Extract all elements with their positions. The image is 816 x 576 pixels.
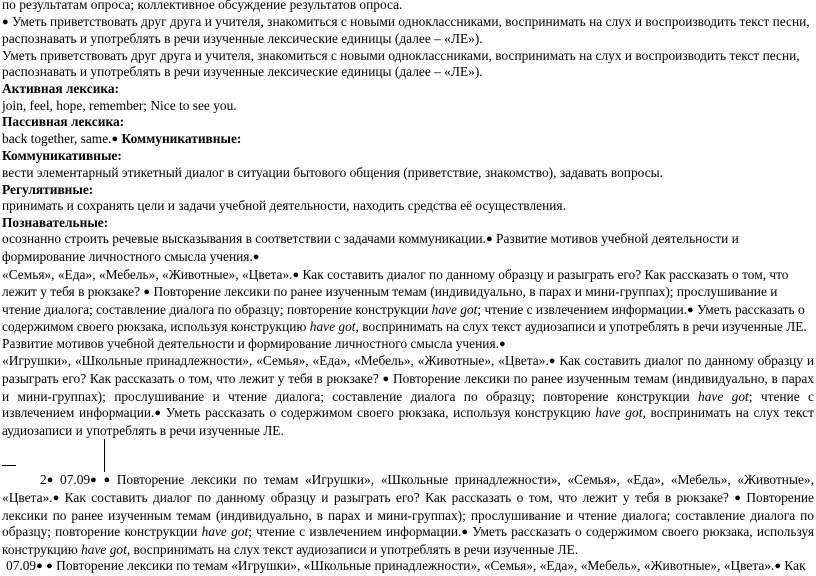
- bullet-icon: ●: [548, 355, 556, 368]
- bullet-icon: ●: [46, 474, 54, 487]
- block2-activities-post: ; чтение с извлечением информации.: [2, 388, 814, 421]
- document-body: [2, 0, 814, 576]
- bullet-icon: ●: [2, 15, 9, 28]
- row2-topics: Повторение лексики по темам «Игрушки», «Школьные принадлежности», «Семья», «Еда», «Мебель», «Животные», «Цвета».: [2, 472, 814, 506]
- table-cell-border: [104, 439, 105, 472]
- content-block-2: [2, 353, 814, 439]
- bullet-icon: ●: [103, 474, 111, 487]
- bullet-icon: ●: [382, 373, 390, 386]
- bullet-icon: ●: [686, 303, 694, 316]
- block1-topics: «Семья», «Еда», «Мебель», «Животные», «Цвета».: [2, 266, 293, 282]
- block1-motive: Развитие мотивов учебной деятельности и формирование личностного смысла учения.: [2, 335, 499, 351]
- lesson-row-2: [2, 472, 814, 558]
- block2-questions: Как составить диалог по данному образцу и разыграть его? Как рассказать о том, что лежит у тебя в рюкзаке?: [2, 353, 815, 387]
- bullet-icon: ●: [498, 337, 506, 350]
- passive-vocab-heading: Пассивная лексика:: [2, 114, 125, 130]
- active-vocab-heading: Активная лексика:: [2, 80, 120, 96]
- bullet-icon: ●: [111, 132, 119, 145]
- block2-goal-post: , воспринимать на слух текст аудиозаписи и употреблять в речи изученные ЛЕ.: [2, 405, 814, 438]
- text-line-top: по результатам опроса; коллективное обсуждение результатов опроса.: [2, 0, 403, 12]
- lesson-goal-bulleted: [2, 14, 814, 48]
- block2-construct: have got: [698, 388, 749, 404]
- communicative-text: вести элементарный этикетный диалог в ситуации бытового общения (приветствие, знакомство), задавать вопросы.: [2, 164, 663, 180]
- block1-goal: Уметь рассказать о содержимом своего рюкзака, используя конструкцию: [2, 301, 805, 335]
- row3-date: 07.09: [6, 558, 37, 574]
- passive-vocab-line: [2, 131, 814, 149]
- bullet-icon: ●: [461, 526, 468, 539]
- row2-activities: Повторение лексики по ранее изученным темам (индивидуально, в парах и мини-группах); прослушивание и чтение диалога; составление диалога по образцу; повторение конструкции: [2, 490, 814, 540]
- bullet-icon: ●: [774, 560, 782, 573]
- lesson-date: 07.09: [60, 472, 91, 488]
- active-vocab: join, feel, hope, remember; Nice to see you.: [2, 97, 237, 113]
- block1-questions: Как составить диалог по данному образцу и разыграть его? Как рассказать о том, что лежит у тебя в рюкзаке?: [2, 266, 789, 300]
- bullet-icon: ●: [143, 286, 151, 299]
- lesson-goal-plain: Уметь приветствовать друг друга и учителя, знакомиться с новыми одноклассниками, воспринимать на слух и воспроизводить текст песни, распознавать и употреблять в речи изученные лексические единицы (далее – «ЛЕ»).: [2, 47, 800, 80]
- content-block-1: [2, 267, 814, 354]
- row3-tail: Как: [784, 558, 806, 574]
- bullet-icon: ●: [52, 492, 60, 505]
- bullet-icon: ●: [292, 268, 300, 281]
- block1-activities: Повторение лексики по ранее изученным темам (индивидуально, в парах и мини-группах); прослушивание и чтение диалога; составление диалога по образцу; повторение конструкции: [2, 284, 778, 317]
- lesson-number: 2: [40, 472, 47, 488]
- block2-goal: Уметь рассказать о содержимом своего рюкзака, используя конструкцию: [165, 405, 591, 421]
- block1-activities-post: ; чтение с извлечением информации.: [477, 301, 687, 317]
- block2-topics: «Игрушки», «Школьные принадлежности», «Семья», «Еда», «Мебель», «Животные», «Цвета».: [2, 353, 549, 369]
- cognitive-text-1: осознанно строить речевые высказывания в соответствии с задачами коммуникации.: [2, 231, 487, 247]
- regulative-heading: Регулятивные:: [2, 181, 94, 197]
- table-rule: [2, 465, 16, 466]
- bullet-icon: ●: [252, 250, 260, 263]
- row2-activities-post: ; чтение с извлечением информации.: [248, 524, 462, 540]
- cognitive-text-2: Развитие мотивов учебной деятельности и формирование личностного смысла учения.: [2, 231, 739, 264]
- cognitive-text: [2, 231, 814, 266]
- bullet-icon: ●: [90, 474, 97, 487]
- row2-construct: have got: [201, 524, 249, 540]
- communicative-heading: Коммуникативные:: [2, 148, 122, 164]
- block1-goal-post: , воспринимать на слух текст аудиозаписи и употреблять в речи изученные ЛЕ.: [355, 319, 807, 335]
- row2-goal: Уметь рассказать о содержимом своего рюкзака, используя конструкцию: [2, 524, 814, 557]
- block2-construct-2: have got: [595, 405, 643, 421]
- bullet-icon: ●: [486, 233, 493, 246]
- block2-activities: Повторение лексики по ранее изученным темам (индивидуально, в парах и мини-группах); прослушивание и чтение диалога; составление диалога по образцу; повторение конструкции: [2, 371, 814, 404]
- row2-construct-2: have got: [81, 541, 127, 557]
- lesson-row-3: [2, 558, 814, 576]
- block1-construct-2: have got: [309, 319, 356, 335]
- lesson-goal-text: Уметь приветствовать друг друга и учителя, знакомиться с новыми одноклассниками, воспринимать на слух и воспроизводить текст песни, распознавать и употреблять в речи изученные лексические единицы (далее – «ЛЕ»).: [2, 13, 810, 47]
- communicative-inline-heading: Коммуникативные:: [121, 130, 242, 146]
- bullet-icon: ●: [36, 560, 43, 573]
- row2-goal-post: , воспринимать на слух текст аудиозаписи и употреблять в речи изученные ЛЕ.: [126, 541, 579, 557]
- bullet-icon: ●: [154, 407, 162, 420]
- passive-vocab: back together, same.: [2, 130, 112, 146]
- bullet-icon: ●: [734, 492, 741, 505]
- regulative-text: принимать и сохранять цели и задачи учебной деятельности, находить средства её осуществления.: [2, 198, 566, 214]
- bullet-icon: ●: [46, 560, 53, 573]
- row2-questions: Как составить диалог по данному образцу и разыграть его? Как рассказать о том, что лежит у тебя в рюкзаке?: [64, 490, 729, 506]
- block1-construct: have got: [431, 301, 478, 317]
- cognitive-heading: Познавательные:: [2, 214, 109, 230]
- row3-topics: Повторение лексики по темам «Игрушки», «Школьные принадлежности», «Семья», «Еда», «Мебель», «Животные», «Цвета».: [56, 558, 775, 574]
- table-divider: [2, 439, 814, 456]
